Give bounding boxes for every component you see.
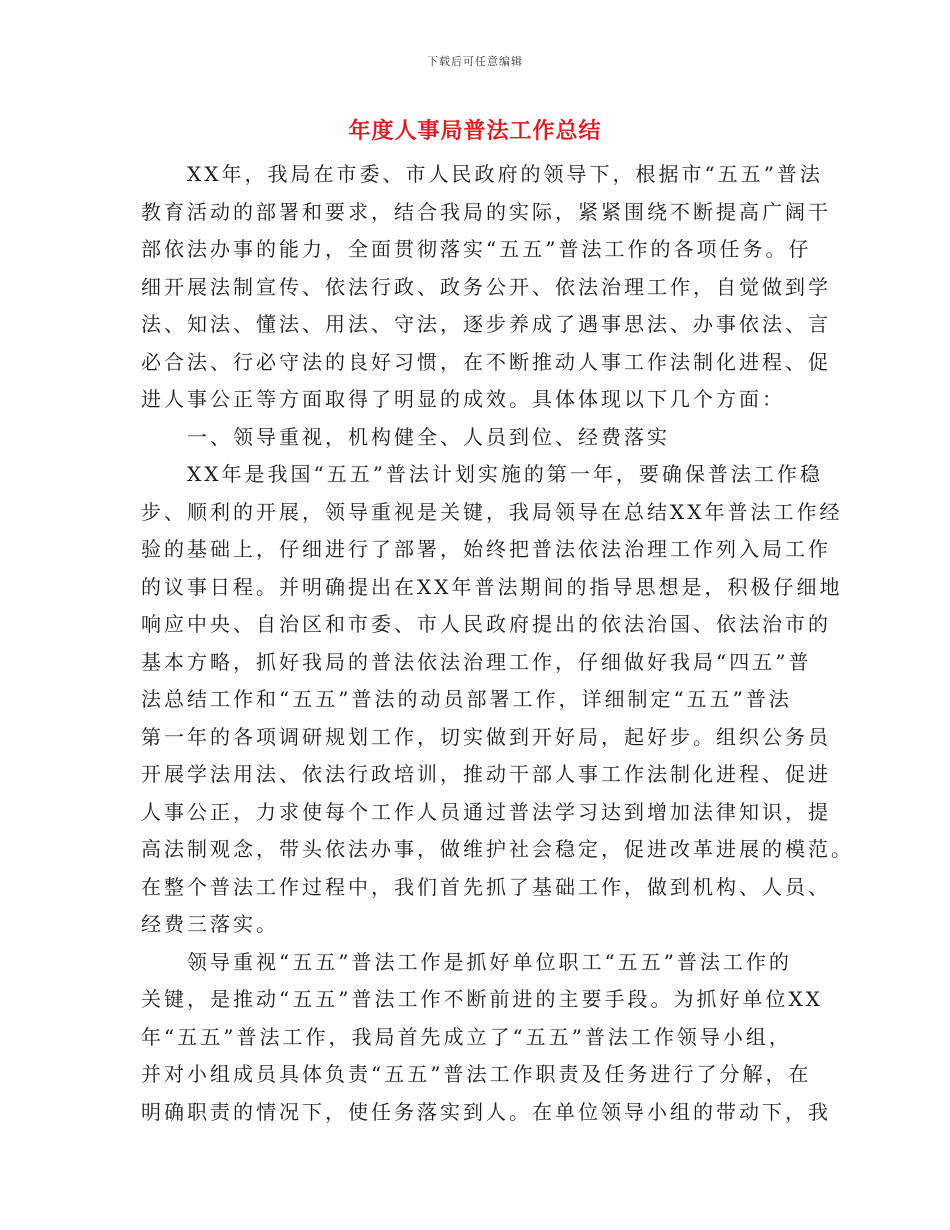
text-line: 部依法办事的能力，全面贯彻落实“五五”普法工作的各项任务。仔 <box>141 237 812 261</box>
text-line: 基本方略，抓好我局的普法依法治理工作，仔细做好我局“四五”普 <box>141 649 812 674</box>
text-line: 年“五五”普法工作，我局首先成立了“五五”普法工作领导小组， <box>141 1024 792 1049</box>
text-line: 教育活动的部署和要求，结合我局的实际，紧紧围绕不断提高广阔干 <box>141 199 831 224</box>
text-line: 法、知法、懂法、用法、守法，逐步养成了遇事思法、办事依法、言 <box>141 312 831 336</box>
text-line: 领导重视“五五”普法工作是抓好单位职工“五五”普法工作的 <box>187 949 792 974</box>
text-line: 验的基础上，仔细进行了部署，始终把普法依法治理工作列入局工作 <box>141 537 831 561</box>
text-line: XX年，我局在市委、市人民政府的领导下，根据市“五五”普法 <box>187 162 823 186</box>
document-title: 年度人事局普法工作总结 <box>348 119 602 144</box>
text-line: 并对小组成员具体负责“五五”普法工作职责及任务进行了分解，在 <box>141 1062 812 1086</box>
document-body <box>141 156 854 1131</box>
text-line: 步、顺利的开展，领导重视是关键，我局领导在总结XX年普法工作经 <box>141 499 843 524</box>
text-line: 的议事日程。并明确提出在XX年普法期间的指导思想是，积极仔细地 <box>141 574 843 599</box>
text-line: 高法制观念，带头依法办事，做维护社会稳定，促进改革进展的模范。 <box>141 837 854 861</box>
text-line: 经费三落实。 <box>141 912 279 936</box>
text-line: 开展学法用法、依法行政培训，推动干部人事工作法制化进程、促进 <box>141 762 831 786</box>
text-line: 明确职责的情况下，使任务落实到人。在单位领导小组的带动下，我 <box>141 1099 831 1124</box>
text-line: 细开展法制宣传、依法行政、政务公开、依法治理工作，自觉做到学 <box>141 274 831 299</box>
section-heading: 一、领导重视，机构健全、人员到位、经费落实 <box>187 424 670 449</box>
text-line: 人事公正，力求使每个工作人员通过普法学习达到增加法律知识，提 <box>141 799 831 824</box>
text-line: 进人事公正等方面取得了明显的成效。具体体现以下几个方面： <box>141 387 785 411</box>
text-line: 在整个普法工作过程中，我们首先抓了基础工作，做到机构、人员、 <box>141 874 831 899</box>
text-line: XX年是我国“五五”普法计划实施的第一年，要确保普法工作稳 <box>187 462 823 486</box>
text-line: 第一年的各项调研规划工作，切实做到开好局，起好步。组织公务员 <box>141 724 831 749</box>
header-note: 下载后可任意编辑 <box>427 55 523 68</box>
text-line: 响应中央、自治区和市委、市人民政府提出的依法治国、依法治市的 <box>141 612 831 636</box>
text-line: 关键，是推动“五五”普法工作不断前进的主要手段。为抓好单位XX <box>141 987 823 1011</box>
text-line: 必合法、行必守法的良好习惯，在不断推动人事工作法制化进程、促 <box>141 349 831 374</box>
text-line: 法总结工作和“五五”普法的动员部署工作，详细制定“五五”普法 <box>141 687 792 711</box>
